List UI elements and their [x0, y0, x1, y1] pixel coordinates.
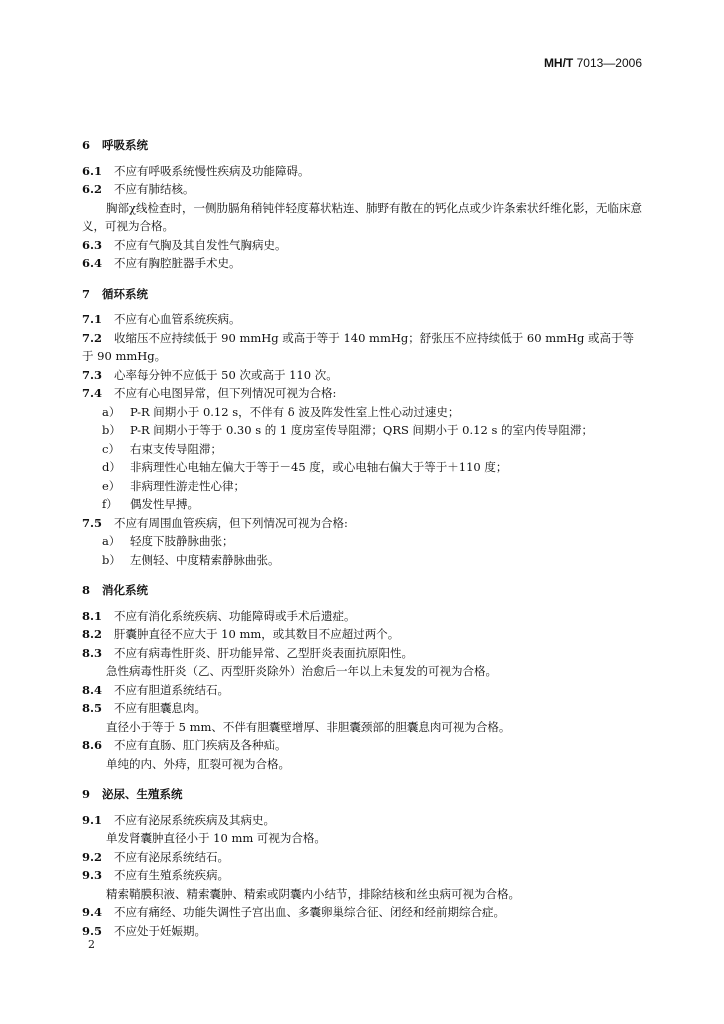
clause-7-4-d: d） 非病理性心电轴左偏大于等于－45 度，或心电轴右偏大于等于＋110 度； — [102, 460, 508, 474]
clause-7-4-e: e） 非病理性游走性心律； — [102, 478, 245, 493]
clause-8-5: 8.5 不应有胆囊息肉。 — [82, 701, 206, 715]
clause-7-4: 7.4 不应有心电图异常，但下列情况可视为合格: — [82, 386, 337, 400]
clause-7-5-b: b） 左侧轻、中度精索静脉曲张。 — [102, 552, 280, 567]
clause-6-3: 6.3 不应有气胸及其自发性气胸病史。 — [82, 237, 287, 252]
clause-8-5-note: 直径小于等于 5 mm、不伴有胆囊壁增厚、非胆囊颈部的胆囊息肉可视为合格。 — [106, 719, 511, 734]
page-number: 2 — [88, 938, 95, 951]
clause-9-3-note: 精索鞘膜积液、精索囊肿、精索或阴囊内小结节，排除结核和丝虫病可视为合格。 — [106, 886, 520, 901]
clause-6-4: 6.4 不应有胸腔脏器手术史。 — [82, 256, 241, 270]
clause-9-4: 9.4 不应有痛经、功能失调性子宫出血、多囊卵巢综合征、闭经和经前期综合症。 — [82, 905, 505, 919]
section-9-title: 9 泌尿、生殖系统 — [82, 787, 183, 801]
clause-8-1: 8.1 不应有消化系统疾病、功能障碍或手术后遗症。 — [82, 608, 356, 623]
clause-8-3: 8.3 不应有病毒性肝炎、肝功能异常、乙型肝炎表面抗原阳性。 — [82, 645, 413, 660]
document-body — [82, 136, 642, 940]
clause-6-2: 6.2 不应有肺结核。 — [82, 182, 195, 196]
clause-7-3: 7.3 心率每分钟不应低于 50 次或高于 110 次。 — [82, 367, 338, 382]
clause-6-1: 6.1 不应有呼吸系统慢性疾病及功能障碍。 — [82, 163, 310, 178]
section-8-title: 8 消化系统 — [82, 583, 149, 597]
clause-9-1-note: 单发肾囊肿直径小于 10 mm 可视为合格。 — [106, 831, 326, 845]
clause-7-4-a: a） P-R 间期小于 0.12 s，不伴有 δ 波及阵发性室上性心动过速史； — [102, 404, 460, 419]
clause-7-4-f: f） 偶发性早搏。 — [102, 497, 199, 511]
clause-8-3-note: 急性病毒性肝炎（乙、丙型肝炎除外）治愈后一年以上未复发的可视为合格。 — [106, 664, 497, 678]
section-7-title: 7 循环系统 — [82, 286, 149, 301]
clause-8-6: 8.6 不应有直肠、肛门疾病及各种疝。 — [82, 738, 287, 752]
section-6-title: 6 呼吸系统 — [82, 138, 149, 152]
clause-9-1: 9.1 不应有泌尿系统疾病及其病史。 — [82, 812, 275, 827]
clause-7-5-a: a） 轻度下肢静脉曲张； — [102, 534, 234, 548]
page-header — [544, 56, 642, 70]
clause-9-5: 9.5 不应处于妊娠期。 — [82, 923, 206, 938]
clause-9-3: 9.3 不应有生殖系统疾病。 — [82, 868, 229, 882]
clause-7-5: 7.5 不应有周围血管疾病，但下列情况可视为合格: — [82, 515, 348, 530]
clause-9-2: 9.2 不应有泌尿系统结石。 — [82, 849, 229, 864]
standard-number: 7013—2006 — [576, 56, 642, 70]
clause-7-1: 7.1 不应有心血管系统疾病。 — [82, 312, 241, 326]
clause-7-4-b: b） P-R 间期小于等于 0.30 s 的 1 度房室传导阻滞；QRS 间期小于 0.12 s 的室内传导阻滞； — [102, 423, 594, 437]
standard-code: MH/T — [543, 56, 574, 70]
clause-6-2-note: 胸部χ线检查时，一侧肋膈角稍钝伴轻度幕状粘连、肺野有散在的钙化点或少许条索状纤维化影，无临床意义，可视为合格。 — [82, 200, 642, 233]
clause-8-2: 8.2 肝囊肿直径不应大于 10 mm，或其数目不应超过两个。 — [82, 627, 400, 641]
clause-7-4-c: c） 右束支传导阻滞； — [102, 441, 222, 456]
clause-8-4: 8.4 不应有胆道系统结石。 — [82, 682, 229, 697]
clause-7-2: 7.2 收缩压不应持续低于 90 mmHg 或高于等于 140 mmHg；舒张压不应持续低于 60 mmHg 或高于等于 90 mmHg。 — [82, 330, 635, 363]
clause-8-6-note: 单纯的内、外痔，肛裂可视为合格。 — [106, 756, 290, 771]
